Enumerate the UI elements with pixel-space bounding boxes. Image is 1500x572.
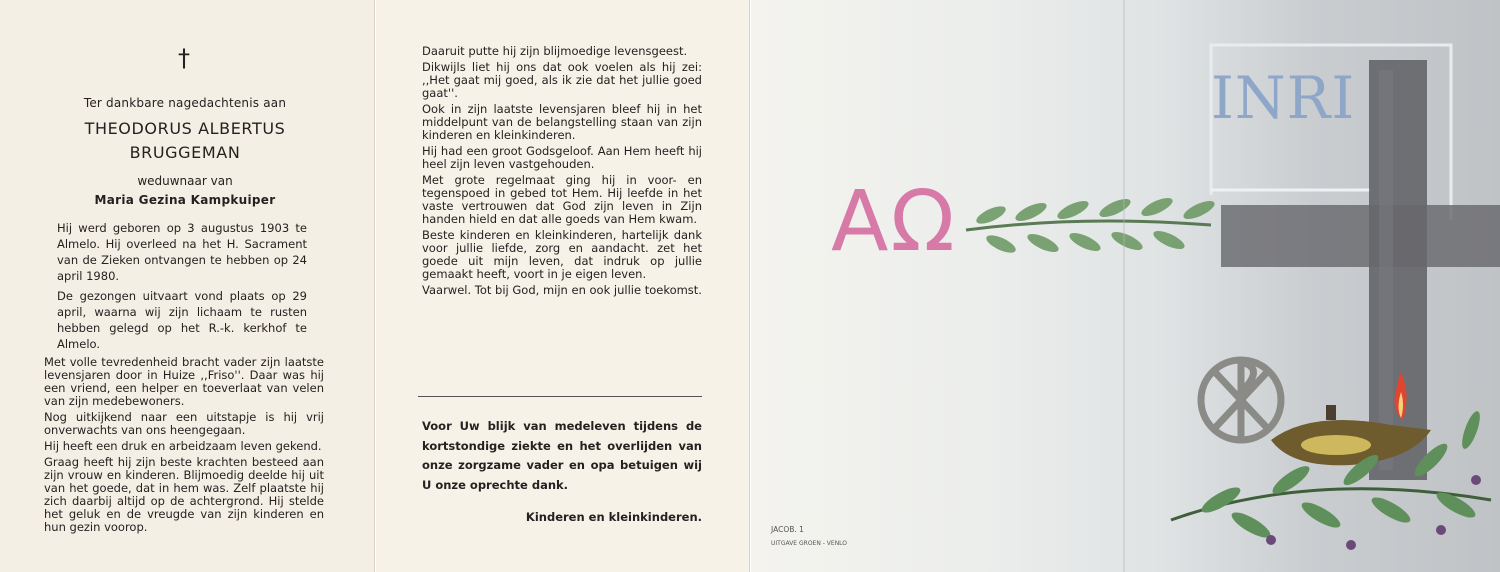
olive-branch-top	[966, 194, 1217, 256]
cross-horizontal-beam	[1221, 205, 1500, 267]
life-story	[44, 356, 324, 537]
widower-label: weduwnaar van	[137, 174, 233, 188]
divider-line	[418, 396, 702, 397]
middle-page	[376, 0, 750, 572]
text-paragraph: Beste kinderen en kleinkinderen, hartelijk dank voor jullie liefde, zorg en aandacht. zet het goede uit mijn leven, dat indruk op jullie gemaakt heeft, voort in je eigen leven.	[422, 228, 702, 281]
alpha-omega-symbol: AΩ	[831, 172, 957, 270]
remembrance-text	[422, 45, 702, 300]
inri-inscription: INRI	[1211, 64, 1356, 132]
card-fold-line	[1123, 0, 1125, 572]
cover-illustration	[751, 0, 1500, 572]
bio-paragraph: De gezongen uitvaart vond plaats op 29 april, waarna wij zijn lichaam te rusten hebben gelegd op het R.-k. kerkhof te Almelo.	[57, 289, 307, 351]
left-page	[0, 0, 375, 572]
text-paragraph: Hij had een groot Godsgeloof. Aan Hem heeft hij heel zijn leven vastgehouden.	[422, 144, 702, 171]
text-paragraph: Met grote regelmaat ging hij in voor- en tegenspoed in gebed tot Hem. Hij leefde in het vaste vertrouwen dat God zijn leven in Zijn handen hield en dat alle goeds van Hem kwam.	[422, 173, 702, 226]
text-paragraph: Dikwijls liet hij ons dat ook voelen als hij zei: ,,Het gaat mij goed, als ik zie dat het jullie goed gaat''.	[422, 60, 702, 100]
story-paragraph: Nog uitkijkend naar een uitstapje is hij vrij onverwachts van ons heengegaan.	[44, 410, 324, 437]
thanks-note: Voor Uw blijk van medeleven tijdens de kortstondige ziekte en het overlijden van onze zorgzame vader en opa betuigen wij U onze oprechte dank.	[422, 419, 702, 492]
deceased-name-first: THEODORUS ALBERTUS	[84, 119, 286, 138]
story-paragraph: Graag heeft hij zijn beste krachten besteed aan zijn vrouw en kinderen. Blijmoedig deelde hij uit van het goede, dat in hem was. Zelf plaatste hij zich daarbij altijd op de achtergrond. Hij stelde het geluk en de vreugde van zijn kinderen en hun gezin voorop.	[44, 455, 324, 534]
biography	[57, 220, 307, 356]
cross-vertical-beam	[1369, 60, 1427, 480]
story-paragraph: Met volle tevredenheid bracht vader zijn laatste levensjaren door in Huize ,,Friso''. Daar was hij een vriend, een helper en toeverlaat van velen van zijn medebewoners.	[44, 355, 324, 408]
text-paragraph: Daaruit putte hij zijn blijmoedige levensgeest.	[422, 44, 688, 58]
story-paragraph: Hij heeft een druk en arbeidzaam leven gekend.	[44, 439, 322, 453]
publisher-credit: JACOB. 1	[771, 525, 804, 534]
cover-artwork	[751, 0, 1500, 572]
bio-paragraph: Hij werd geboren op 3 augustus 1903 te Almelo. Hij overleed na het H. Sacrament van de Zieken ontvangen te hebben op 24 april 1980.	[57, 221, 307, 283]
cross-symbol: †	[178, 44, 190, 72]
spouse-name: Maria Gezina Kampkuiper	[94, 193, 276, 207]
cross-highlight	[1379, 70, 1393, 470]
dedication-line: Ter dankbare nagedachtenis aan	[83, 96, 287, 110]
publisher-name: UITGAVE GROEN - VENLO	[771, 540, 848, 547]
signature: Kinderen en kleinkinderen.	[525, 510, 702, 524]
deceased-name-last: BRUGGEMAN	[129, 143, 241, 162]
chi-rho-emblem	[1201, 360, 1281, 440]
text-paragraph: Vaarwel. Tot bij God, mijn en ook jullie toekomst.	[422, 283, 702, 297]
text-paragraph: Ook in zijn laatste levensjaren bleef hij in het middelpunt van de belangstelling staan van zijn kinderen en kleinkinderen.	[422, 102, 702, 142]
